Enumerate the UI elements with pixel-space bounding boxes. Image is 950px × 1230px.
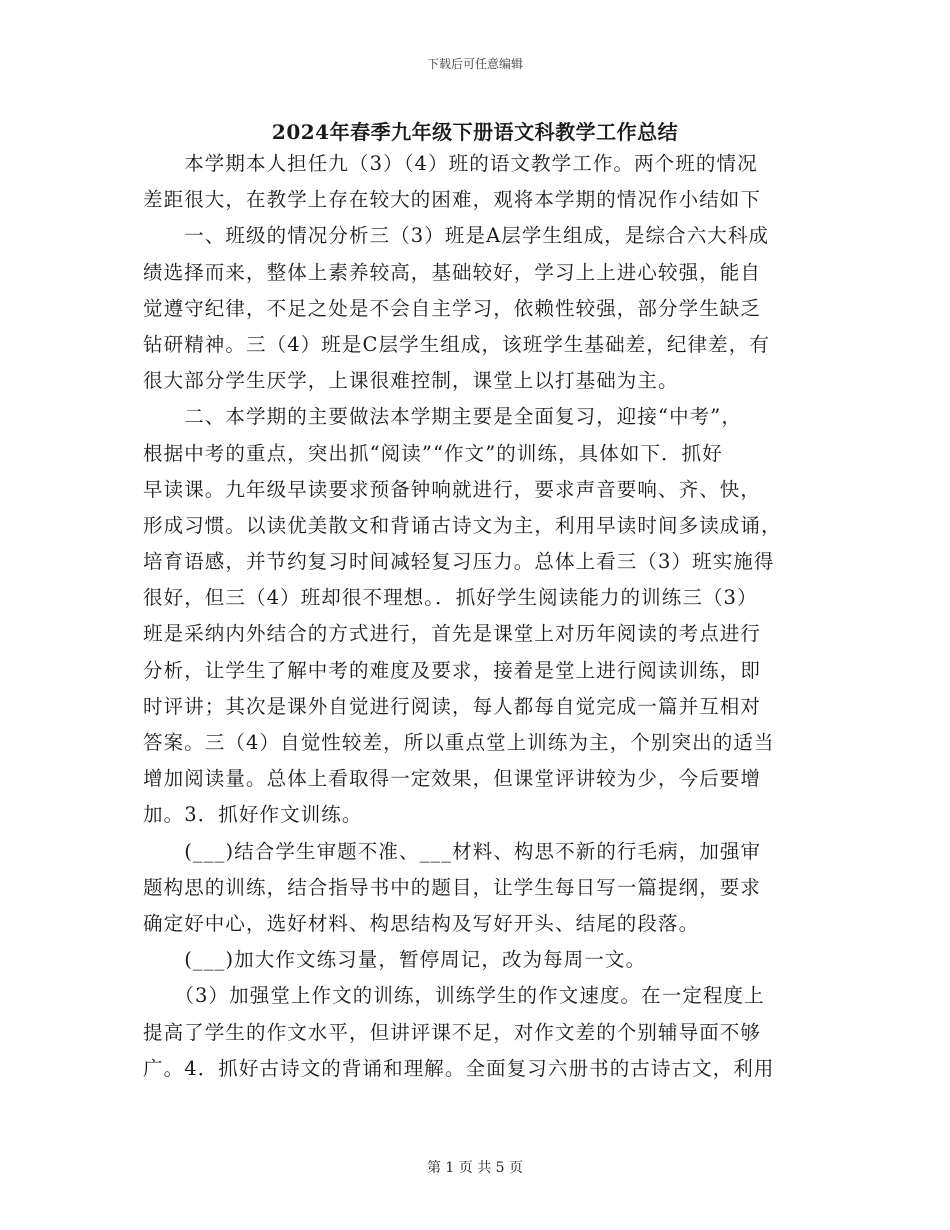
text-line: 答案。三（4）自觉性较差，所以重点堂上训练为主，个别突出的适当 [143,731,775,754]
header-note: 下载后可任意编辑 [426,57,523,71]
text-line: 形成习惯。以读优美散文和背诵古诗文为主，利用早读时间多读成诵， [143,513,782,537]
text-line: 提高了学生的作文水平，但讲评课不足，对作文差的个别辅导面不够 [143,1020,762,1044]
text-line: (___)结合学生审题不准、___材料、构思不新的行毛病，加强审 [143,839,762,863]
document-title: 2024年春季九年级下册语文科教学工作总结 [271,120,679,144]
text-line: 差距很大，在教学上存在较大的困难，观将本学期的情况作小结如下 [143,188,762,212]
text-line: 钻研精神。三（4）班是C层学生组成，该班学生基础差，纪律差，有 [143,332,770,356]
text-line: 加。3．抓好作文训练。 [143,803,363,827]
text-line: 班是采纳内外结合的方式进行，首先是课堂上对历年阅读的考点进行 [143,622,762,646]
text-line: 根据中考的重点，突出抓“阅读”“作文”的训练，具体如下．抓好 [143,441,723,465]
text-line: 时评讲；其次是课外自觉进行阅读，每人都每自觉完成一篇并互相对 [143,694,762,718]
text-line: 早读课。九年级早读要求预备钟响就进行，要求声音要响、齐、快， [143,477,762,501]
text-line: 确定好中心，选好材料、构思结构及写好开头、结尾的段落。 [143,911,700,935]
text-line: 题构思的训练，结合指导书中的题目，让学生每日写一篇提纲，要求 [143,875,762,899]
text-line: 觉遵守纪律，不足之处是不会自主学习，依赖性较强，部分学生缺乏 [143,296,762,320]
text-line: 一、班级的情况分析三（3）班是A层学生组成，是综合六大科成 [143,224,770,248]
text-line: 增加阅读量。总体上看取得一定效果，但课堂评讲较为少，今后要增 [143,767,762,791]
text-line: 本学期本人担任九（3）（4）班的语文教学工作。两个班的情况 [143,152,758,175]
text-line: 很大部分学生厌学，上课很难控制，课堂上以打基础为主。 [143,369,679,393]
text-line: (___)加大作文练习量，暂停周记，改为每周一文。 [143,948,647,972]
text-line: 很好，但三（4）班却很不理想。．抓好学生阅读能力的训练三（3） [143,586,758,610]
text-line: 分析，让学生了解中考的难度及要求，接着是堂上进行阅读训练，即 [143,658,762,682]
text-line: （3）加强堂上作文的训练，训练学生的作文速度。在一定程度上 [143,984,765,1008]
text-line: 培育语感，并节约复习时间减轻复习压力。总体上看三（3）班实施得 [143,550,775,574]
text-line: 绩选择而来，整体上素养较高，基础较好，学习上上进心较强，能自 [143,260,762,284]
page-footer: 第 1 页 共 5 页 [426,1160,524,1176]
text-line: 二、本学期的主要做法本学期主要是全面复习，迎接“中考”， [143,405,742,429]
body-text [143,146,813,1087]
text-line: 广。4．抓好古诗文的背诵和理解。全面复习六册书的古诗古文，利用 [143,1056,775,1080]
